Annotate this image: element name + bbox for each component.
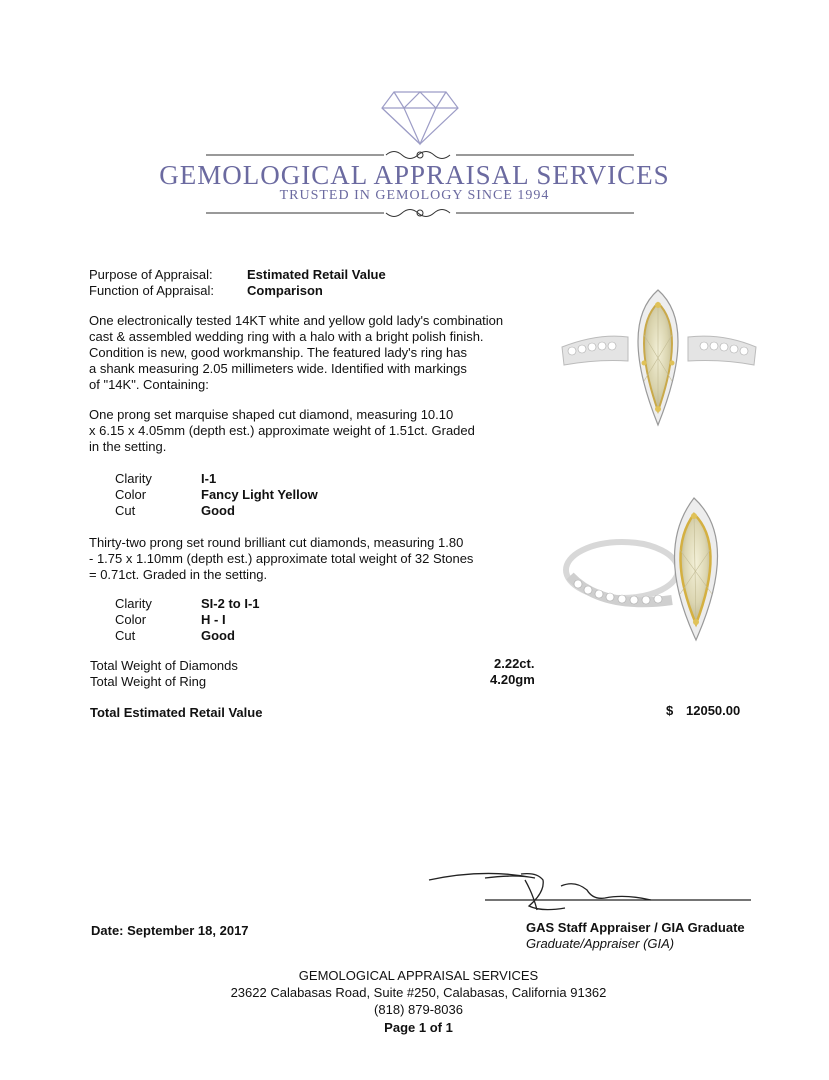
side-stones-line: - 1.75 x 1.10mm (depth est.) approximate total weight of 32 Stones xyxy=(89,551,474,566)
total-diamonds-value: 2.22ct. xyxy=(494,656,535,671)
side-stones-line: = 0.71ct. Graded in the setting. xyxy=(89,567,268,582)
currency-symbol: $ xyxy=(666,703,674,718)
grade-value: H - I xyxy=(201,612,226,627)
ring-photo-top-view xyxy=(558,285,758,435)
total-ring-label: Total Weight of Ring xyxy=(90,674,207,689)
description-line: of "14K". Containing: xyxy=(89,377,209,392)
ring-photo-angled-view xyxy=(562,490,762,660)
appraiser-signature xyxy=(425,866,755,918)
ornament-bottom-rule xyxy=(206,206,634,222)
signer-title: GAS Staff Appraiser / GIA Graduate xyxy=(526,920,745,935)
side-stones-grades xyxy=(115,596,260,644)
grade-value: SI-2 to I-1 xyxy=(201,596,260,611)
grade-label: Clarity xyxy=(115,596,152,611)
function-label: Function of Appraisal: xyxy=(89,283,215,298)
description-line: One electronically tested 14KT white and yellow gold lady's combination xyxy=(89,313,504,328)
center-stone-description xyxy=(89,407,529,455)
ring-description xyxy=(89,313,529,393)
grade-row xyxy=(115,596,260,612)
grade-value: Good xyxy=(201,503,235,518)
side-stones-description xyxy=(89,535,529,583)
total-retail-value: 12050.00 xyxy=(686,703,741,718)
description-line: cast & assembled wedding ring with a halo with a bright polish finish. xyxy=(89,329,484,344)
function-value: Comparison xyxy=(247,283,323,298)
footer-address: 23622 Calabasas Road, Suite #250, Calabasas, California 91362 xyxy=(230,985,607,1000)
purpose-label: Purpose of Appraisal: xyxy=(89,267,213,282)
side-stones-line: Thirty-two prong set round brilliant cut diamonds, measuring 1.80 xyxy=(89,535,464,550)
grade-row xyxy=(115,612,260,628)
center-stone-line: One prong set marquise shaped cut diamond, measuring 10.10 xyxy=(89,407,454,422)
company-tagline: TRUSTED IN GEMOLOGY SINCE 1994 xyxy=(279,188,550,203)
footer-company: GEMOLOGICAL APPRAISAL SERVICES xyxy=(298,968,539,983)
signer-subtitle: Graduate/Appraiser (GIA) xyxy=(526,936,675,951)
total-retail-label: Total Estimated Retail Value xyxy=(90,705,263,720)
grade-label: Cut xyxy=(115,628,136,643)
footer-phone: (818) 879-8036 xyxy=(374,1002,463,1017)
grade-row xyxy=(115,503,318,519)
description-line: Condition is new, good workmanship. The featured lady's ring has xyxy=(89,345,468,360)
center-stone-line: in the setting. xyxy=(89,439,167,454)
diamond-logo-icon xyxy=(380,90,460,146)
center-stone-line: x 6.15 x 4.05mm (depth est.) approximate weight of 1.51ct. Graded xyxy=(89,423,475,438)
grade-label: Clarity xyxy=(115,471,152,486)
total-ring-value: 4.20gm xyxy=(490,672,535,687)
grade-row xyxy=(115,487,318,503)
grade-row xyxy=(115,471,318,487)
grade-value: Fancy Light Yellow xyxy=(201,487,318,502)
grade-row xyxy=(115,628,260,644)
center-stone-grades xyxy=(115,471,318,519)
grade-value: Good xyxy=(201,628,235,643)
grade-label: Color xyxy=(115,612,147,627)
total-diamonds-label: Total Weight of Diamonds xyxy=(90,658,238,673)
grade-label: Color xyxy=(115,487,147,502)
description-line: a shank measuring 2.05 millimeters wide. Identified with markings xyxy=(89,361,467,376)
grade-label: Cut xyxy=(115,503,136,518)
purpose-value: Estimated Retail Value xyxy=(247,267,386,282)
appraisal-date: Date: September 18, 2017 xyxy=(91,923,249,938)
page-number: Page 1 of 1 xyxy=(384,1020,453,1035)
company-name: GEMOLOGICAL APPRAISAL SERVICES xyxy=(159,160,670,190)
grade-value: I-1 xyxy=(201,471,217,486)
